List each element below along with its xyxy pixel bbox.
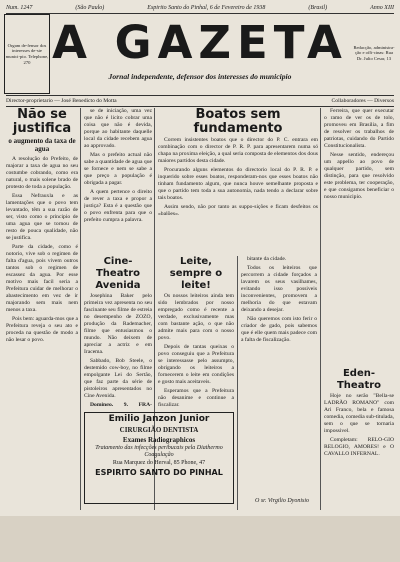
boatos-paragraph: Assim sendo, não por tanto as suppo-sições e ficam desfeitos os «balões». xyxy=(158,204,318,217)
leite-paragraph: Não queremos com isto ferir o criador de gado, pois sabemos que é elle quem mais padece com a falta de fiscalização. xyxy=(241,316,317,343)
article-paragraph: Pois bem: aguarda-mos que a Prefeitura reveja o seu ato e proceda na questão de modo a não lesar o povo. xyxy=(6,316,78,343)
leite-paragraph: Esperamos que a Prefeitura não desanime e continue a fiscalizar. xyxy=(158,388,234,406)
article-water-tax xyxy=(6,108,78,508)
article-paragraph: se de iniciação, uma vez que não é licito cobrar uma coisa que não é devida, porque ao habitante daquelle local da cidade recebem agua ao approvado. xyxy=(84,108,152,149)
article-paragraph: A quem pertence o direito de rever a taxa e propor a justiça? Esta é a questão que o povo enfrenta para que o prefeito cumpra a palavra. xyxy=(84,189,152,223)
masthead-left-box xyxy=(4,14,50,94)
leite-paragraph: Os nossos leiteiros ainda tem sido lembrados por nosso empregado como é recente a verdade, exclusivamente mas com bastante ação, o que não admite mais para com o nosso povo. xyxy=(158,293,234,341)
article-paragraph: Parte da cidade, como é notorio, vive sob o regimen de falta d'agua, pois vivem outros tantos sob o regimen de escassez da agua. Por esse motivo mais facil seria a Prefeitura cuidar de melhorar o abastecimento em vez de ir majorando sem mais nem menos a taxa. xyxy=(6,244,78,313)
eden-paragraph: Completam: RELO-GIO RELOGIO, AMORES! e O CAVALLO INFERNAL. xyxy=(324,437,394,457)
article-leite-cont xyxy=(241,256,317,492)
country-label: (Brasil) xyxy=(308,4,328,11)
issue-year: Anno XIII xyxy=(370,4,394,11)
eden-headline: Eden-Theatro xyxy=(336,368,382,391)
article-ferreira xyxy=(324,108,394,363)
article-paragraph: Mas o prefeito actual não sabe a quantidade de agua que se fornece e nem se sabe a que preço a população é obrigada a pagar. xyxy=(84,152,152,186)
credits-bar xyxy=(6,95,394,107)
page-bottom-shadow xyxy=(0,516,400,562)
ad-note: Tratamento das infecções peribucais pela Diathermo Coagulação xyxy=(95,445,223,459)
article-paragraph: Essa Nefrauxla e as lamentações que o povo tem levantado, têm a sua razão de ser, visto como o principio de uma agua que se tornou de resto de pouca qualidade, não se justifica. xyxy=(6,193,78,241)
column-rule xyxy=(320,108,321,510)
director-credit: Director-proprietario — José Benedicto do Motta xyxy=(6,98,117,104)
leite-headline: Leite, sempre o leite! xyxy=(169,256,223,291)
masthead-right-box xyxy=(352,14,396,92)
article-cine-avenida xyxy=(84,256,152,406)
article-paragraph: Ferreira, que quer executar o ramo de ver os de tolo, promoveu em Brasilia, a fim de resolver os trabalhos de patriotas, cuidando do Partido Constitucionalista. xyxy=(324,108,394,149)
issue-number: Num. 1247 xyxy=(6,4,33,11)
issue-date: Espirito Santo do Pinhal, 6 de Fevereiro de 1938 xyxy=(147,4,266,11)
newspaper-title: A GAZETA xyxy=(52,16,348,69)
article-deck: o augmento da taxa de agua xyxy=(8,137,76,153)
ad-name: Emilio Janzon Junior xyxy=(108,414,210,424)
masthead-meta xyxy=(6,2,394,14)
boatos-paragraph: Procurando alguns elementos do directorio local do P. R. P. e inquerido sobre esses boatos, responderam-nos que esses boatos não tinham fundamento algum, que nunca houve semelhante proposta e que o partido tem toda a sua autonomia, nada tendo a declarar sobre tais boatos. xyxy=(158,167,318,201)
cine-paragraph: Josephina Baker pelo primeira vez apresenta no seu fascinante seu filme de estreia no desempenho de ZOZO, produção da Rademacher, filme que entusiasmou o mundo. Não deixem de apreciar a actriz e em Iracema. xyxy=(84,293,152,355)
column-rule xyxy=(237,256,238,510)
ad-title: CIRURGIÃO DENTISTA xyxy=(119,426,199,434)
boatos-headline: Boatos sem fundamento xyxy=(193,108,283,136)
article-boatos xyxy=(158,108,318,253)
leite-paragraph: bitante da cidade. xyxy=(247,256,287,262)
signature: O sr. Virgilio Dyonisio xyxy=(255,498,310,504)
city-label: (São Paulo) xyxy=(75,4,105,11)
article-eden xyxy=(324,368,394,510)
collaborators-credit: Collaboradores — Diversos xyxy=(331,98,394,104)
masthead-right-text: Redacção, administra-ção e offi-cinas: Rua Dr. Julio Cesar, 13 xyxy=(353,44,395,61)
article-paragraph: Nesse sentido, endereçou um appello ao povo de qualquer partido, sem distinção, para que resolvido este problema, ter cooperação, e que consigamos beneficiar o nosso municipio. xyxy=(324,152,394,200)
article-water-tax-cont xyxy=(84,108,152,253)
domingo-notice: Domingo, 9, FRA- xyxy=(90,402,152,406)
leite-paragraph: Todos os leiteiros que percorrem a cidade forçados a lavarem os seus vasilhames, evitando isso possiveis inconvenientes, promovem a melhoria do que estavam deixando a desejar. xyxy=(241,265,317,313)
column-rule xyxy=(80,108,81,510)
masthead-left-text: Orgam de-fensor dos interesses de-ste munici-pio. Telephone, 270 xyxy=(5,42,49,65)
article-leite xyxy=(158,256,234,406)
cine-headline: Cine-Theatro Avenida xyxy=(95,256,141,291)
article-headline: Não se justifica xyxy=(12,108,72,136)
article-paragraph: A resolução do Prefeito, de majorar a taxa de agua no seu costumbe cobrando, como era natural, o mais solene brado de protesto de toda a população. xyxy=(6,156,78,190)
dentist-advertisement xyxy=(84,412,234,504)
leite-paragraph: Depois de tantas queixas o povo conseguiu que a Prefeitura se interessasse pelo assumpto, obrigando os leiteiros a fornecerem o leite em condições e gosto mais aceitaveis. xyxy=(158,344,234,385)
cine-paragraph: Sabbado, Bob Steele, o destemido cow-boy, no filme empolgante Lei do Sertão, que faz parte da série de pistoleiros apresentados no Cine Avenida. xyxy=(84,358,152,399)
newspaper-subtitle: Jornal independente, defensor dos interesses do municipio xyxy=(108,72,292,81)
eden-paragraph: Hoje no serão "Bella-se LADRÃO ROMANO" com Ari Franco, bela e famosa comedia, comedia sub-titulada, sem o que se tornaria impossivel. xyxy=(324,393,394,434)
ad-address: Rua Marquez do Herval, 85 Phone, 47 xyxy=(112,459,206,466)
boatos-paragraph: Correm insistentes boatos que o director do P. C. entrara em combinação com o director de P. R. P. para apresentarem numa só chapa na proxima eleição, a qual seria composta de elementos dos dous maiores partidos desta cidade. xyxy=(158,137,318,164)
ad-city: ESPIRITO SANTO DO PINHAL xyxy=(95,468,223,478)
ad-service: Exames Radiographicos xyxy=(122,436,196,444)
